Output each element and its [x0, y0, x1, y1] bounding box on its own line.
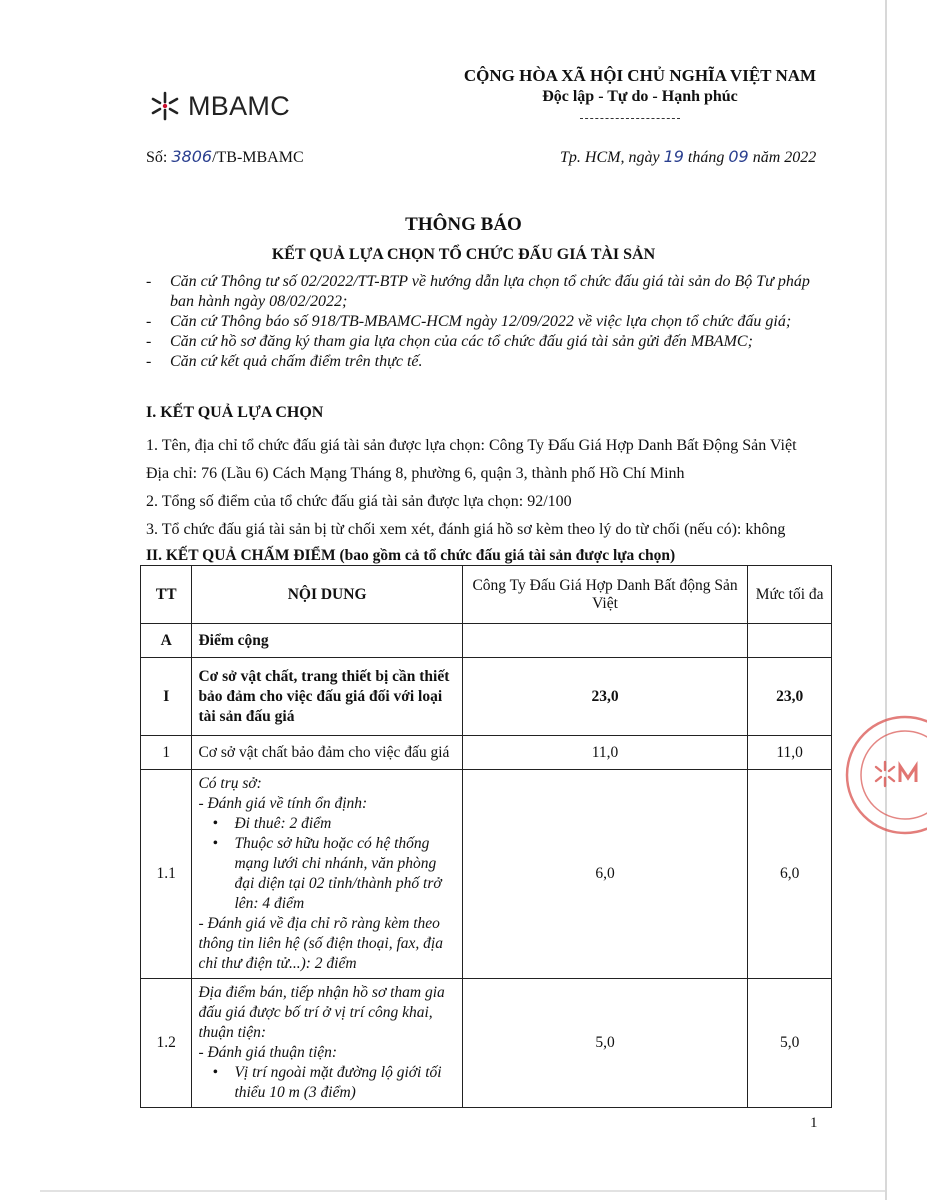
- legal-basis-item: - Căn cứ Thông báo số 918/TB-MBAMC-HCM ngày 12/09/2022 về việc lựa chọn tổ chức đấu giá;: [146, 312, 836, 332]
- handwritten-month: 09: [728, 147, 749, 166]
- score-table: [140, 565, 832, 1108]
- handwritten-day: 19: [663, 147, 684, 166]
- scan-edge-right: [885, 0, 887, 1200]
- table-header-row: [141, 566, 832, 624]
- section-2-heading: II. KẾT QUẢ CHẤM ĐIỂM (bao gồm cả tổ chức đấu giá tài sản được lựa chọn): [146, 547, 676, 564]
- rejected-org-line: 3. Tổ chức đấu giá tài sản bị từ chối xem xét, đánh giá hồ sơ kèm theo lý do từ chối (nếu có): không: [146, 521, 786, 538]
- document-subtitle: KẾT QUẢ LỰA CHỌN TỔ CHỨC ĐẤU GIÁ TÀI SẢN: [271, 246, 656, 263]
- table-row: I Cơ sở vật chất, trang thiết bị cần thiết bảo đảm cho việc đấu giá đối với loại tài sản đấu giá 23,0 23,0: [141, 658, 832, 736]
- legal-bases-list: [146, 272, 836, 372]
- header-content: NỘI DUNG: [192, 566, 462, 624]
- legal-basis-item: - Căn cứ Thông tư số 02/2022/TT-BTP về hướng dẫn lựa chọn tổ chức đấu giá tài sản do Bộ Tư pháp ban hành ngày 08/02/2022;: [146, 272, 836, 312]
- total-score-line: 2. Tổng số điểm của tổ chức đấu giá tài sản được lựa chọn: 92/100: [146, 493, 572, 510]
- header-max: Mức tối đa: [748, 566, 832, 624]
- selected-org-address: Địa chỉ: 76 (Lầu 6) Cách Mạng Tháng 8, phường 6, quận 3, thành phố Hồ Chí Minh: [146, 465, 685, 482]
- legal-basis-item: - Căn cứ kết quả chấm điểm trên thực tế.: [146, 352, 836, 372]
- legal-basis-item: - Căn cứ hồ sơ đăng ký tham gia lựa chọn của các tổ chức đấu giá tài sản gửi đến MBAMC;: [146, 332, 836, 352]
- document-number: Số: 3806/TB-MBAMC: [146, 147, 304, 166]
- company-seal-icon: [805, 710, 927, 840]
- selected-org-line: 1. Tên, địa chỉ tổ chức đấu giá tài sản được lựa chọn: Công Ty Đấu Giá Hợp Danh Bất Động Sản Việt: [146, 437, 797, 454]
- page-number: 1: [810, 1115, 818, 1131]
- star-logo-icon: [148, 89, 182, 123]
- document-title: THÔNG BÁO: [405, 214, 522, 235]
- nation-heading: CỘNG HÒA XÃ HỘI CHỦ NGHĨA VIỆT NAM: [463, 66, 817, 85]
- header-company: Công Ty Đấu Giá Hợp Danh Bất động Sản Việt: [462, 566, 747, 624]
- place-date: Tp. HCM, ngày 19 tháng 09 năm 2022: [560, 147, 817, 166]
- handwritten-number: 3806: [171, 147, 213, 166]
- table-row: 1.2 Địa điểm bán, tiếp nhận hồ sơ tham gia đấu giá được bố trí ở vị trí công khai, thuận tiện: - Đánh giá thuận tiện: • Vị trí ngoài mặt đường lộ giới tối thiểu 10 m (3 điểm) 5,0 5,0: [141, 979, 832, 1108]
- nation-motto: Độc lập - Tự do - Hạnh phúc: [542, 88, 738, 105]
- table-row: A Điểm cộng: [141, 624, 832, 658]
- table-row: 1 Cơ sở vật chất bảo đảm cho việc đấu giá 11,0 11,0: [141, 736, 832, 770]
- header-tt: TT: [141, 566, 192, 624]
- logo-text: MBAMC: [188, 90, 290, 121]
- section-1-heading: I. KẾT QUẢ LỰA CHỌN: [146, 404, 324, 421]
- scan-edge-bottom: [40, 1190, 885, 1192]
- company-logo: [148, 88, 290, 124]
- motto-underline: [580, 118, 680, 119]
- table-row: 1.1 Có trụ sở: - Đánh giá về tính ổn định: • Đi thuê: 2 điểm • Thuộc sở hữu hoặc có hệ thống mạng lưới chi nhánh, văn phòng đại diện tại 02 tỉnh/thành phố trở lên: 4 điểm - Đánh giá về địa chỉ rõ ràng kèm theo thông tin liên hệ (số điện thoại, fax, địa chỉ thư điện tử...): 2 điểm 6,0 6,0: [141, 770, 832, 979]
